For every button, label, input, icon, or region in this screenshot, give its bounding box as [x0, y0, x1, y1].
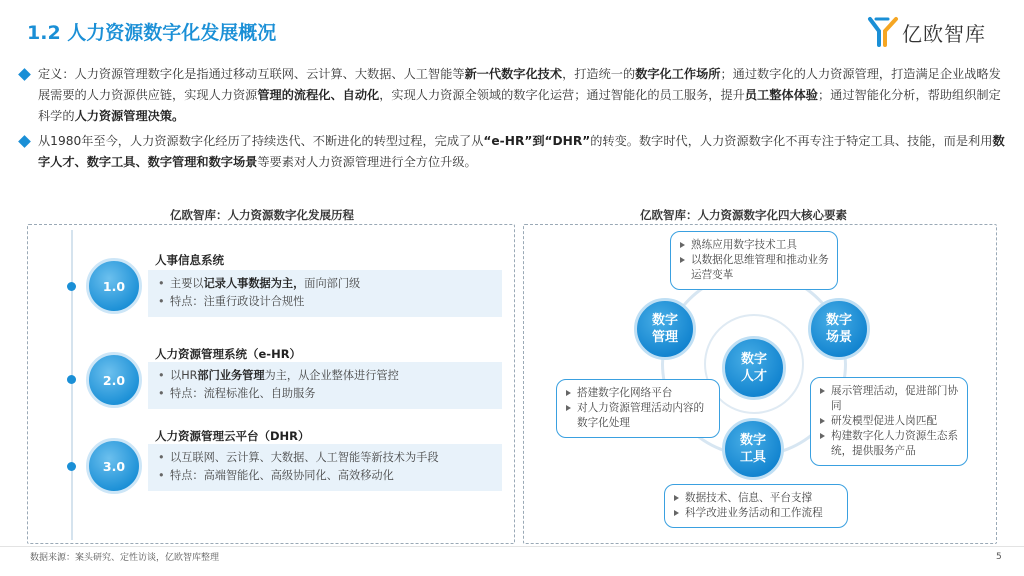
left-info-box — [556, 379, 720, 438]
diamond-bullet-icon — [18, 135, 31, 148]
stage-version-badge: 3.0 — [86, 438, 142, 494]
stage-title: 人力资源管理云平台（DHR） — [155, 429, 310, 443]
intro-bullets — [18, 64, 1008, 177]
top-info-box — [670, 231, 838, 290]
bullet-text: 定义：人力资源管理数字化是指通过移动互联网、云计算、大数据、人工智能等新一代数字化技术，打造统一的数字化工作场所；通过数字化的人力资源管理，打造满足企业战略发展需要的人力资源供应链，实现人力资源管理的流程化、自动化，实现人力资源全领域的数字化运营；通过智能化的员工服务，提升员工整体体验；通过智能化分析，帮助组织制定科学的人力资源管理决策。 — [38, 67, 1001, 123]
info-item: 数据技术、信息、平台支撑 — [673, 491, 839, 506]
diamond-bullet-icon — [18, 68, 31, 81]
info-item: 对人力资源管理活动内容的数字化处理 — [565, 401, 711, 431]
stage-details — [148, 444, 502, 491]
bullet-text: 从1980年至今，人力资源数字化经历了持续迭代、不断进化的转型过程，完成了从“e-HR”到“DHR”的转变。数字时代，人力资源数字化不再专注于特定工具、技能，而是利用数字人才、数字工具、数字管理和数字场景等要素对人力资源管理进行全方位升级。 — [38, 134, 1005, 169]
info-item: 搭建数字化网络平台 — [565, 386, 711, 401]
timeline-dot — [67, 462, 76, 471]
info-item: 熟练应用数字技术工具 — [679, 238, 829, 253]
info-item: 科学改进业务活动和工作流程 — [673, 506, 839, 521]
timeline-dot — [67, 282, 76, 291]
stage-item: • 特点：流程标准化、自助服务 — [158, 385, 492, 403]
stage-details — [148, 270, 502, 317]
stage-item: • 主要以记录人事数据为主，面向部门级 — [158, 275, 492, 293]
footer-divider — [0, 546, 1024, 547]
bottom-info-box — [664, 484, 848, 528]
stage-item: • 以互联网、云计算、大数据、人工智能等新技术为手段 — [158, 449, 492, 467]
page-title: 1.2 人力资源数字化发展概况 — [27, 22, 277, 44]
stage-item: • 以HR部门业务管理为主，从企业整体进行管控 — [158, 367, 492, 385]
yiou-logo-icon — [866, 15, 900, 49]
digital-talent-node: 数字 人才 — [722, 336, 786, 400]
logo — [866, 14, 1006, 50]
stage-version-badge: 1.0 — [86, 258, 142, 314]
digital-management-node: 数字 管理 — [634, 298, 696, 360]
stage-details — [148, 362, 502, 409]
info-item: 研发模型促进人岗匹配 — [819, 414, 959, 429]
right-panel-title: 亿欧智库：人力资源数字化四大核心要素 — [640, 208, 847, 222]
digital-scene-node: 数字 场景 — [808, 298, 870, 360]
timeline-dot — [67, 375, 76, 384]
left-panel-title: 亿欧智库：人力资源数字化发展历程 — [170, 208, 354, 222]
digital-tools-node: 数字 工具 — [722, 418, 784, 480]
definition-bullet — [18, 64, 1008, 127]
stage-version-badge: 2.0 — [86, 352, 142, 408]
page-number: 5 — [996, 552, 1002, 562]
history-bullet — [18, 131, 1008, 173]
timeline-line — [71, 230, 73, 540]
stage-item: • 特点：高端智能化、高级协同化、高效移动化 — [158, 467, 492, 485]
data-source: 数据来源：案头研究、定性访谈，亿欧智库整理 — [30, 553, 220, 563]
stage-title: 人事信息系统 — [155, 253, 224, 267]
right-info-box — [810, 377, 968, 466]
info-item: 构建数字化人力资源生态系统，提供服务产品 — [819, 429, 959, 459]
info-item: 展示管理活动，促进部门协同 — [819, 384, 959, 414]
info-item: 以数据化思维管理和推动业务运营变革 — [679, 253, 829, 283]
logo-text: 亿欧智库 — [902, 21, 986, 46]
stage-title: 人力资源管理系统（e-HR） — [155, 347, 302, 361]
stage-item: • 特点：注重行政设计合规性 — [158, 293, 492, 311]
